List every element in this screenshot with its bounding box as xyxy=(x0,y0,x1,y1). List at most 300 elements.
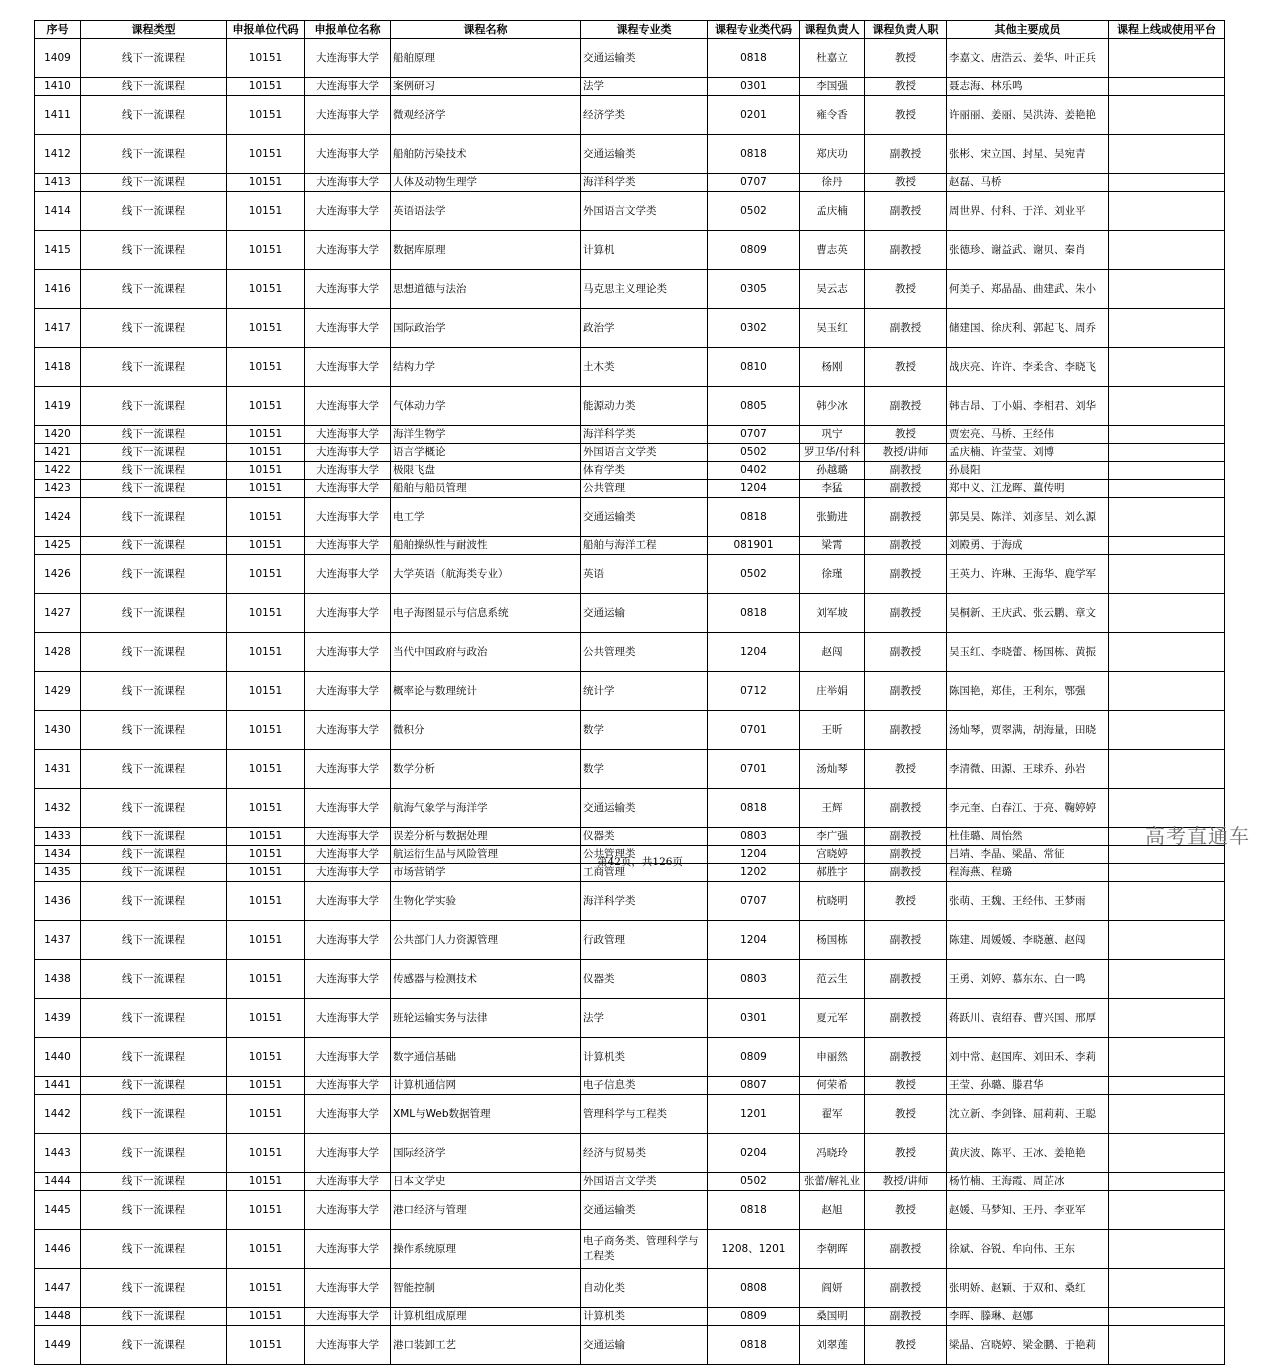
cell-online-platform xyxy=(1109,555,1225,594)
cell-leader-title: 副教授 xyxy=(865,864,947,882)
cell-other-members: 郑中义、江龙晖、薑传明 xyxy=(947,480,1109,498)
cell-course-name: 数据库原理 xyxy=(391,231,581,270)
cell-course-type: 线下一流课程 xyxy=(81,921,227,960)
cell-major-category-code: 1202 xyxy=(708,864,800,882)
cell-serial-number: 1421 xyxy=(35,444,81,462)
table-row xyxy=(35,555,1225,594)
cell-serial-number: 1436 xyxy=(35,882,81,921)
header-unit-name: 申报单位名称 xyxy=(305,21,391,39)
cell-unit-name: 大连海事大学 xyxy=(305,960,391,999)
cell-course-name: 公共部门人力资源管理 xyxy=(391,921,581,960)
cell-leader-title: 副教授 xyxy=(865,999,947,1038)
cell-unit-code: 10151 xyxy=(227,960,305,999)
table-row xyxy=(35,672,1225,711)
cell-course-name: 船舶与船员管理 xyxy=(391,480,581,498)
cell-course-name: 航运衍生品与风险管理 xyxy=(391,846,581,864)
cell-online-platform xyxy=(1109,1095,1225,1134)
cell-leader-title: 副教授 xyxy=(865,1269,947,1308)
cell-online-platform xyxy=(1109,1173,1225,1191)
cell-serial-number: 1424 xyxy=(35,498,81,537)
cell-unit-code: 10151 xyxy=(227,135,305,174)
cell-course-type: 线下一流课程 xyxy=(81,1134,227,1173)
cell-major-category-code: 0818 xyxy=(708,1191,800,1230)
cell-serial-number: 1429 xyxy=(35,672,81,711)
cell-unit-code: 10151 xyxy=(227,1269,305,1308)
cell-serial-number: 1414 xyxy=(35,192,81,231)
table-row xyxy=(35,39,1225,78)
cell-course-type: 线下一流课程 xyxy=(81,750,227,789)
cell-major-category: 法学 xyxy=(581,999,708,1038)
cell-unit-name: 大连海事大学 xyxy=(305,846,391,864)
cell-other-members: 张彬、宋立国、封星、吴宛青 xyxy=(947,135,1109,174)
cell-course-type: 线下一流课程 xyxy=(81,348,227,387)
cell-unit-name: 大连海事大学 xyxy=(305,39,391,78)
cell-major-category-code: 0502 xyxy=(708,192,800,231)
cell-serial-number: 1448 xyxy=(35,1308,81,1326)
cell-online-platform xyxy=(1109,1308,1225,1326)
cell-major-category-code: 1201 xyxy=(708,1095,800,1134)
cell-unit-name: 大连海事大学 xyxy=(305,174,391,192)
cell-serial-number: 1430 xyxy=(35,711,81,750)
header-course-name: 课程名称 xyxy=(391,21,581,39)
header-major-category-code: 课程专业类代码 xyxy=(708,21,800,39)
cell-course-leader: 夏元军 xyxy=(800,999,865,1038)
cell-unit-name: 大连海事大学 xyxy=(305,1308,391,1326)
cell-major-category-code: 0803 xyxy=(708,960,800,999)
cell-course-name: 智能控制 xyxy=(391,1269,581,1308)
cell-major-category-code: 0818 xyxy=(708,135,800,174)
table-row xyxy=(35,1326,1225,1365)
cell-serial-number: 1425 xyxy=(35,537,81,555)
cell-major-category: 统计学 xyxy=(581,672,708,711)
cell-course-type: 线下一流课程 xyxy=(81,480,227,498)
cell-course-type: 线下一流课程 xyxy=(81,555,227,594)
cell-other-members: 王莹、孙璐、滕君华 xyxy=(947,1077,1109,1095)
cell-leader-title: 副教授 xyxy=(865,711,947,750)
table-row xyxy=(35,348,1225,387)
cell-online-platform xyxy=(1109,960,1225,999)
cell-unit-name: 大连海事大学 xyxy=(305,480,391,498)
cell-leader-title: 教授/讲师 xyxy=(865,444,947,462)
cell-course-type: 线下一流课程 xyxy=(81,537,227,555)
cell-course-leader: 李广强 xyxy=(800,828,865,846)
cell-unit-code: 10151 xyxy=(227,231,305,270)
cell-major-category: 交通运输类 xyxy=(581,789,708,828)
cell-other-members: 许丽丽、姜丽、吴洪涛、姜艳艳 xyxy=(947,96,1109,135)
table-row xyxy=(35,498,1225,537)
cell-leader-title: 教授 xyxy=(865,1134,947,1173)
cell-online-platform xyxy=(1109,1269,1225,1308)
cell-other-members: 郭昊昊、陈洋、刘彦呈、刘么源 xyxy=(947,498,1109,537)
cell-course-leader: 翟军 xyxy=(800,1095,865,1134)
cell-course-type: 线下一流课程 xyxy=(81,864,227,882)
cell-course-name: 英语语法学 xyxy=(391,192,581,231)
cell-other-members: 贾宏亮、马桥、王经伟 xyxy=(947,426,1109,444)
cell-unit-name: 大连海事大学 xyxy=(305,462,391,480)
table-row xyxy=(35,711,1225,750)
cell-unit-name: 大连海事大学 xyxy=(305,537,391,555)
cell-leader-title: 副教授 xyxy=(865,633,947,672)
cell-online-platform xyxy=(1109,1191,1225,1230)
cell-online-platform xyxy=(1109,174,1225,192)
table-row xyxy=(35,1230,1225,1269)
cell-leader-title: 教授 xyxy=(865,1095,947,1134)
table-row xyxy=(35,594,1225,633)
cell-course-name: 电工学 xyxy=(391,498,581,537)
cell-serial-number: 1437 xyxy=(35,921,81,960)
cell-unit-name: 大连海事大学 xyxy=(305,1134,391,1173)
cell-unit-name: 大连海事大学 xyxy=(305,498,391,537)
cell-unit-code: 10151 xyxy=(227,750,305,789)
cell-leader-title: 副教授 xyxy=(865,480,947,498)
header-course-leader: 课程负责人 xyxy=(800,21,865,39)
cell-course-leader: 李国强 xyxy=(800,78,865,96)
cell-course-leader: 罗卫华/付科 xyxy=(800,444,865,462)
cell-course-type: 线下一流课程 xyxy=(81,1077,227,1095)
cell-other-members: 李嘉文、唐浩云、姜华、叶正兵 xyxy=(947,39,1109,78)
cell-serial-number: 1418 xyxy=(35,348,81,387)
table-row xyxy=(35,1095,1225,1134)
table-row xyxy=(35,1308,1225,1326)
cell-leader-title: 副教授 xyxy=(865,846,947,864)
cell-course-leader: 何荣希 xyxy=(800,1077,865,1095)
table-row xyxy=(35,1134,1225,1173)
cell-major-category: 法学 xyxy=(581,78,708,96)
cell-serial-number: 1441 xyxy=(35,1077,81,1095)
cell-course-name: XML与Web数据管理 xyxy=(391,1095,581,1134)
cell-leader-title: 教授 xyxy=(865,426,947,444)
cell-course-name: 微积分 xyxy=(391,711,581,750)
cell-serial-number: 1447 xyxy=(35,1269,81,1308)
cell-unit-code: 10151 xyxy=(227,882,305,921)
table-row xyxy=(35,882,1225,921)
cell-course-leader: 杜嘉立 xyxy=(800,39,865,78)
cell-major-category-code: 0818 xyxy=(708,498,800,537)
cell-unit-code: 10151 xyxy=(227,1038,305,1077)
cell-course-type: 线下一流课程 xyxy=(81,1230,227,1269)
cell-unit-name: 大连海事大学 xyxy=(305,1326,391,1365)
cell-major-category-code: 0807 xyxy=(708,1077,800,1095)
cell-course-type: 线下一流课程 xyxy=(81,1326,227,1365)
cell-unit-name: 大连海事大学 xyxy=(305,348,391,387)
cell-serial-number: 1433 xyxy=(35,828,81,846)
cell-course-name: 港口装卸工艺 xyxy=(391,1326,581,1365)
cell-major-category: 交通运输 xyxy=(581,1326,708,1365)
cell-unit-name: 大连海事大学 xyxy=(305,231,391,270)
cell-other-members: 战庆亮、许许、李柔含、李晓飞 xyxy=(947,348,1109,387)
cell-other-members: 杨竹楠、王海霞、周芷冰 xyxy=(947,1173,1109,1191)
cell-course-leader: 吴云志 xyxy=(800,270,865,309)
cell-course-name: 电子海图显示与信息系统 xyxy=(391,594,581,633)
cell-major-category: 交通运输类 xyxy=(581,1191,708,1230)
cell-leader-title: 教授 xyxy=(865,1326,947,1365)
cell-course-leader: 雍令香 xyxy=(800,96,865,135)
cell-course-leader: 阎妍 xyxy=(800,1269,865,1308)
cell-course-leader: 杨刚 xyxy=(800,348,865,387)
cell-unit-name: 大连海事大学 xyxy=(305,1269,391,1308)
cell-course-leader: 孟庆楠 xyxy=(800,192,865,231)
cell-unit-name: 大连海事大学 xyxy=(305,1173,391,1191)
cell-major-category: 管理科学与工程类 xyxy=(581,1095,708,1134)
cell-major-category: 船舶与海洋工程 xyxy=(581,537,708,555)
cell-course-leader: 汤灿琴 xyxy=(800,750,865,789)
cell-online-platform xyxy=(1109,270,1225,309)
cell-online-platform xyxy=(1109,921,1225,960)
cell-serial-number: 1420 xyxy=(35,426,81,444)
cell-major-category-code: 0201 xyxy=(708,96,800,135)
table-row xyxy=(35,192,1225,231)
table-row xyxy=(35,426,1225,444)
cell-major-category: 公共管理类 xyxy=(581,633,708,672)
cell-leader-title: 教授 xyxy=(865,96,947,135)
cell-major-category: 海洋科学类 xyxy=(581,426,708,444)
cell-major-category-code: 081901 xyxy=(708,537,800,555)
cell-unit-name: 大连海事大学 xyxy=(305,711,391,750)
cell-course-name: 气体动力学 xyxy=(391,387,581,426)
cell-major-category-code: 0701 xyxy=(708,711,800,750)
cell-course-leader: 宫晓婷 xyxy=(800,846,865,864)
cell-unit-name: 大连海事大学 xyxy=(305,192,391,231)
cell-online-platform xyxy=(1109,444,1225,462)
cell-unit-code: 10151 xyxy=(227,96,305,135)
cell-major-category: 英语 xyxy=(581,555,708,594)
cell-course-name: 日本文学史 xyxy=(391,1173,581,1191)
cell-leader-title: 副教授 xyxy=(865,960,947,999)
cell-unit-name: 大连海事大学 xyxy=(305,270,391,309)
cell-online-platform xyxy=(1109,348,1225,387)
cell-unit-name: 大连海事大学 xyxy=(305,594,391,633)
cell-unit-code: 10151 xyxy=(227,1230,305,1269)
cell-serial-number: 1445 xyxy=(35,1191,81,1230)
cell-unit-name: 大连海事大学 xyxy=(305,78,391,96)
cell-course-type: 线下一流课程 xyxy=(81,1191,227,1230)
table-row xyxy=(35,1191,1225,1230)
cell-serial-number: 1438 xyxy=(35,960,81,999)
cell-unit-code: 10151 xyxy=(227,846,305,864)
cell-major-category-code: 0707 xyxy=(708,174,800,192)
cell-other-members: 赵磊、马桥 xyxy=(947,174,1109,192)
cell-major-category: 体育学类 xyxy=(581,462,708,480)
cell-serial-number: 1410 xyxy=(35,78,81,96)
cell-course-name: 大学英语（航海类专业） xyxy=(391,555,581,594)
cell-online-platform xyxy=(1109,231,1225,270)
cell-unit-code: 10151 xyxy=(227,864,305,882)
cell-leader-title: 副教授 xyxy=(865,1038,947,1077)
cell-course-type: 线下一流课程 xyxy=(81,231,227,270)
cell-course-type: 线下一流课程 xyxy=(81,135,227,174)
cell-other-members: 刘中常、赵国库、刘田禾、李莉 xyxy=(947,1038,1109,1077)
cell-other-members: 韩吉昂、丁小娟、李相君、刘华 xyxy=(947,387,1109,426)
cell-serial-number: 1417 xyxy=(35,309,81,348)
cell-major-category-code: 0402 xyxy=(708,462,800,480)
cell-unit-name: 大连海事大学 xyxy=(305,96,391,135)
cell-unit-code: 10151 xyxy=(227,921,305,960)
cell-course-name: 计算机组成原理 xyxy=(391,1308,581,1326)
cell-leader-title: 副教授 xyxy=(865,462,947,480)
cell-unit-code: 10151 xyxy=(227,309,305,348)
cell-unit-name: 大连海事大学 xyxy=(305,999,391,1038)
cell-major-category: 经济学类 xyxy=(581,96,708,135)
cell-major-category-code: 0809 xyxy=(708,1308,800,1326)
cell-other-members: 陈建、周媛媛、李晓蕙、赵闯 xyxy=(947,921,1109,960)
cell-leader-title: 教授 xyxy=(865,1077,947,1095)
cell-leader-title: 教授 xyxy=(865,1191,947,1230)
cell-other-members: 梁晶、宫晓婷、梁金鹏、于艳莉 xyxy=(947,1326,1109,1365)
cell-serial-number: 1411 xyxy=(35,96,81,135)
table-row xyxy=(35,960,1225,999)
cell-course-leader: 范云生 xyxy=(800,960,865,999)
cell-unit-code: 10151 xyxy=(227,270,305,309)
cell-serial-number: 1428 xyxy=(35,633,81,672)
cell-unit-name: 大连海事大学 xyxy=(305,426,391,444)
cell-serial-number: 1432 xyxy=(35,789,81,828)
header-leader-title: 课程负责人职 xyxy=(865,21,947,39)
cell-course-leader: 冯晓玲 xyxy=(800,1134,865,1173)
cell-major-category: 海洋科学类 xyxy=(581,174,708,192)
cell-serial-number: 1422 xyxy=(35,462,81,480)
cell-course-leader: 徐丹 xyxy=(800,174,865,192)
cell-online-platform xyxy=(1109,192,1225,231)
cell-course-leader: 杭晓明 xyxy=(800,882,865,921)
cell-online-platform xyxy=(1109,309,1225,348)
cell-leader-title: 副教授 xyxy=(865,672,947,711)
cell-course-leader: 刘翠莲 xyxy=(800,1326,865,1365)
table-row xyxy=(35,789,1225,828)
cell-online-platform xyxy=(1109,135,1225,174)
cell-course-type: 线下一流课程 xyxy=(81,444,227,462)
cell-course-name: 思想道德与法治 xyxy=(391,270,581,309)
cell-other-members: 赵媛、马梦知、王丹、李亚军 xyxy=(947,1191,1109,1230)
cell-major-category: 外国语言文学类 xyxy=(581,1173,708,1191)
header-online-platform: 课程上线或使用平台 xyxy=(1109,21,1225,39)
cell-unit-name: 大连海事大学 xyxy=(305,309,391,348)
cell-unit-name: 大连海事大学 xyxy=(305,1230,391,1269)
cell-major-category-code: 0809 xyxy=(708,1038,800,1077)
cell-unit-code: 10151 xyxy=(227,1326,305,1365)
table-row xyxy=(35,174,1225,192)
cell-major-category-code: 0818 xyxy=(708,789,800,828)
table-row xyxy=(35,444,1225,462)
cell-unit-code: 10151 xyxy=(227,444,305,462)
cell-serial-number: 1444 xyxy=(35,1173,81,1191)
cell-course-leader: 曹志英 xyxy=(800,231,865,270)
cell-leader-title: 副教授 xyxy=(865,1308,947,1326)
cell-course-type: 线下一流课程 xyxy=(81,270,227,309)
cell-online-platform xyxy=(1109,594,1225,633)
cell-major-category: 交通运输 xyxy=(581,594,708,633)
table-row xyxy=(35,78,1225,96)
cell-serial-number: 1413 xyxy=(35,174,81,192)
cell-unit-code: 10151 xyxy=(227,1095,305,1134)
cell-major-category-code: 0701 xyxy=(708,750,800,789)
cell-course-leader: 王昕 xyxy=(800,711,865,750)
cell-leader-title: 副教授 xyxy=(865,387,947,426)
cell-online-platform xyxy=(1109,498,1225,537)
course-list-table xyxy=(34,20,1225,1365)
cell-course-type: 线下一流课程 xyxy=(81,594,227,633)
cell-unit-code: 10151 xyxy=(227,537,305,555)
cell-course-name: 案例研习 xyxy=(391,78,581,96)
cell-course-leader: 吴玉红 xyxy=(800,309,865,348)
table-header-row xyxy=(35,21,1225,39)
cell-major-category-code: 1204 xyxy=(708,921,800,960)
cell-major-category: 电子商务类、管理科学与工程类 xyxy=(581,1230,708,1269)
cell-leader-title: 副教授 xyxy=(865,594,947,633)
cell-major-category: 工商管理 xyxy=(581,864,708,882)
cell-course-type: 线下一流课程 xyxy=(81,846,227,864)
cell-unit-code: 10151 xyxy=(227,1077,305,1095)
cell-online-platform xyxy=(1109,480,1225,498)
cell-major-category: 数学 xyxy=(581,711,708,750)
cell-unit-code: 10151 xyxy=(227,78,305,96)
cell-major-category-code: 1204 xyxy=(708,633,800,672)
cell-major-category: 电子信息类 xyxy=(581,1077,708,1095)
cell-unit-name: 大连海事大学 xyxy=(305,387,391,426)
cell-major-category: 计算机 xyxy=(581,231,708,270)
cell-major-category-code: 0809 xyxy=(708,231,800,270)
table-row xyxy=(35,480,1225,498)
cell-unit-name: 大连海事大学 xyxy=(305,135,391,174)
cell-course-name: 国际经济学 xyxy=(391,1134,581,1173)
cell-course-type: 线下一流课程 xyxy=(81,426,227,444)
cell-unit-code: 10151 xyxy=(227,462,305,480)
table-row xyxy=(35,309,1225,348)
cell-unit-code: 10151 xyxy=(227,828,305,846)
cell-online-platform xyxy=(1109,537,1225,555)
cell-unit-code: 10151 xyxy=(227,39,305,78)
cell-serial-number: 1419 xyxy=(35,387,81,426)
cell-unit-name: 大连海事大学 xyxy=(305,633,391,672)
cell-unit-name: 大连海事大学 xyxy=(305,444,391,462)
header-serial-number: 序号 xyxy=(35,21,81,39)
cell-major-category: 仪器类 xyxy=(581,828,708,846)
cell-unit-name: 大连海事大学 xyxy=(305,882,391,921)
cell-course-name: 操作系统原理 xyxy=(391,1230,581,1269)
cell-major-category: 交通运输类 xyxy=(581,498,708,537)
cell-major-category: 数学 xyxy=(581,750,708,789)
cell-course-type: 线下一流课程 xyxy=(81,39,227,78)
cell-online-platform xyxy=(1109,999,1225,1038)
cell-course-name: 当代中国政府与政治 xyxy=(391,633,581,672)
cell-course-name: 概率论与数理统计 xyxy=(391,672,581,711)
cell-unit-code: 10151 xyxy=(227,672,305,711)
cell-course-type: 线下一流课程 xyxy=(81,387,227,426)
cell-leader-title: 副教授 xyxy=(865,828,947,846)
cell-online-platform xyxy=(1109,462,1225,480)
cell-major-category-code: 0818 xyxy=(708,39,800,78)
cell-major-category-code: 0301 xyxy=(708,78,800,96)
cell-unit-name: 大连海事大学 xyxy=(305,1077,391,1095)
cell-unit-code: 10151 xyxy=(227,348,305,387)
cell-major-category-code: 0204 xyxy=(708,1134,800,1173)
cell-course-type: 线下一流课程 xyxy=(81,1269,227,1308)
cell-course-type: 线下一流课程 xyxy=(81,711,227,750)
cell-other-members: 吕靖、李晶、梁晶、常征 xyxy=(947,846,1109,864)
cell-unit-code: 10151 xyxy=(227,633,305,672)
cell-course-leader: 郑庆功 xyxy=(800,135,865,174)
cell-major-category-code: 0803 xyxy=(708,828,800,846)
cell-serial-number: 1427 xyxy=(35,594,81,633)
cell-course-leader: 王辉 xyxy=(800,789,865,828)
cell-other-members: 孙晨阳 xyxy=(947,462,1109,480)
cell-major-category: 马克思主义理论类 xyxy=(581,270,708,309)
cell-course-type: 线下一流课程 xyxy=(81,174,227,192)
cell-course-leader: 申丽然 xyxy=(800,1038,865,1077)
table-row xyxy=(35,633,1225,672)
cell-leader-title: 教授 xyxy=(865,750,947,789)
cell-major-category-code: 0818 xyxy=(708,1326,800,1365)
cell-course-leader: 桑国明 xyxy=(800,1308,865,1326)
